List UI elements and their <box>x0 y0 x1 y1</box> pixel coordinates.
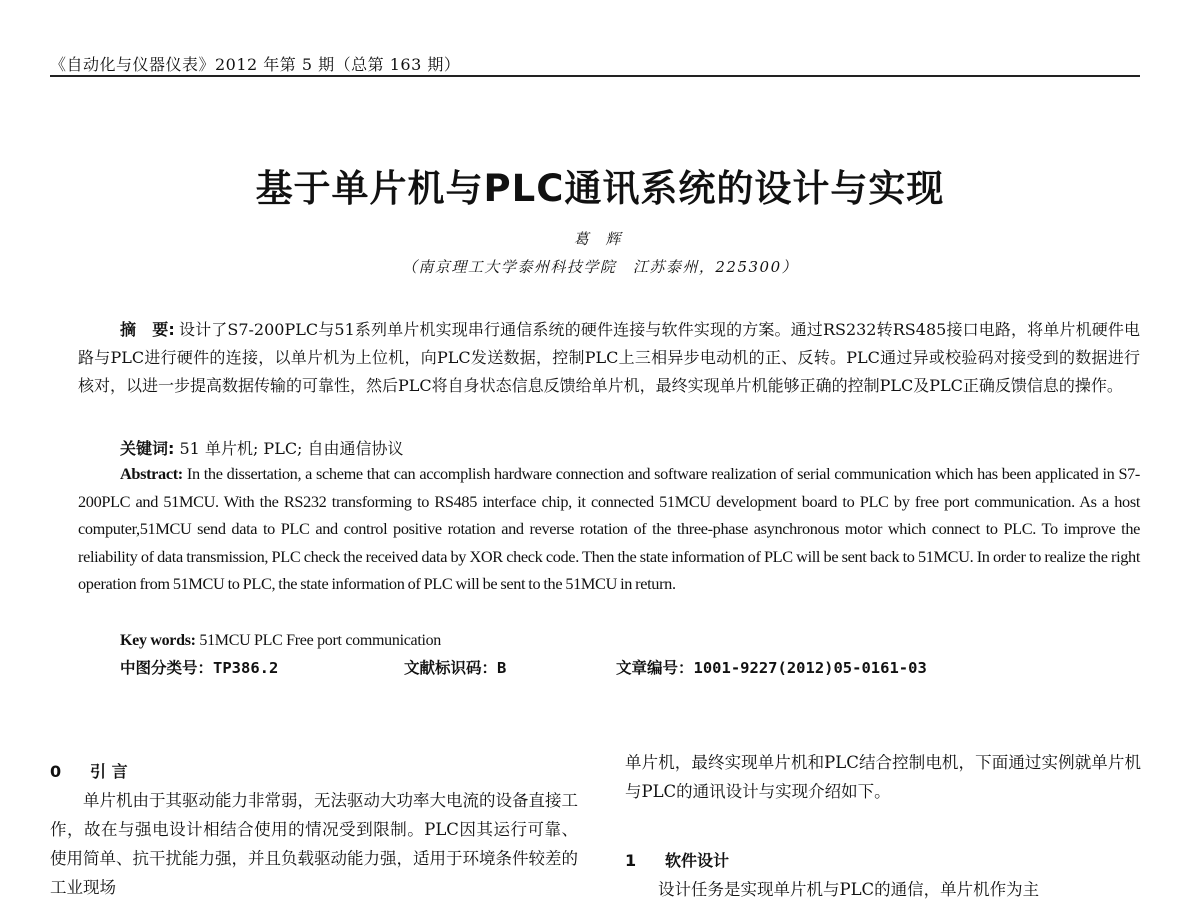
document-code: 文献标识码：B <box>404 659 507 677</box>
abstract-en <box>78 460 1140 598</box>
paper-title: 基于单片机与PLC通讯系统的设计与实现 <box>255 167 945 210</box>
classification-row <box>120 656 1140 682</box>
section-number: 1 <box>625 851 637 870</box>
affiliation: （南京理工大学泰州科技学院 江苏泰州，225300） <box>401 258 799 276</box>
abstract-en-text: In the dissertation, a scheme that can accomplish hardware connection and software realization of serial communication which has been applicated in S7-200PLC and 51MCU. With the RS232 transforming to RS485 interface chip, it connected 51MCU development board to PLC by free port communication. As a host computer,51MCU send data to PLC and control positive rotation and reverse rotation of the three-phase asynchronous motor which connect to PLC. To improve the reliability of data transmission, PLC check the received data by XOR check code. Then the state information of PLC will be sent back to 51MCU. In order to realize the right operation from 51MCU to PLC, the state information of PLC will be sent to the 51MCU in return. <box>78 464 1141 594</box>
section-title: 软件设计 <box>665 851 730 870</box>
paragraph: 单片机，最终实现单片机和PLC结合控制电机，下面通过实例就单片机与PLC的通讯设计与实现介绍如下。 <box>625 753 1141 801</box>
keywords-en-label: Key words: <box>120 632 196 649</box>
clc-number: 中图分类号：TP386.2 <box>120 659 279 677</box>
abstract-cn <box>78 316 1140 400</box>
paragraph: 单片机由于其驱动能力非常弱，无法驱动大功率大电流的设备直接工作，故在与强电设计相结合使用的情况受到限制。PLC因其运行可靠、使用简单、抗干扰能力强，并且负载驱动能力强，适用于环境条件较差的工业现场 <box>50 791 578 897</box>
section-heading-1 <box>625 846 1141 875</box>
article-number: 文章编号：1001-9227(2012)05-0161-03 <box>616 659 927 677</box>
paragraph: 设计任务是实现单片机与PLC的通信，单片机作为主 <box>658 880 1040 899</box>
author: 葛 辉 <box>573 230 627 248</box>
keywords-cn-label: 关键词: <box>120 439 175 458</box>
header-rule <box>50 75 1140 77</box>
keywords-en-text: 51MCU PLC Free port communication <box>199 632 442 649</box>
section-number: 0 <box>50 762 62 781</box>
abstract-cn-label: 摘 要: <box>120 320 175 339</box>
left-column <box>50 757 578 902</box>
abstract-en-label: Abstract: <box>120 464 183 483</box>
keywords-en <box>120 628 1120 654</box>
section-title: 引 言 <box>90 762 128 781</box>
keywords-cn-text: 51 单片机; PLC; 自由通信协议 <box>179 439 404 458</box>
section-heading-0 <box>50 757 578 786</box>
journal-header: 《自动化与仪器仪表》2012 年第 5 期（总第 163 期） <box>50 55 461 74</box>
abstract-cn-text: 设计了S7-200PLC与51系列单片机实现串行通信系统的硬件连接与软件实现的方案。通过RS232转RS485接口电路，将单片机硬件电路与PLC进行硬件的连接，以单片机为上位机，向PLC发送数据，控制PLC上三相异步电动机的正、反转。PLC通过异或校验码对接受到的数据进行核对，以进一步提高数据传输的可靠性，然后PLC将自身状态信息反馈给单片机，最终实现单片机能够正确的控制PLC及PLC正确反馈信息的操作。 <box>78 320 1140 395</box>
right-column <box>625 748 1141 904</box>
keywords-cn <box>120 436 1140 462</box>
